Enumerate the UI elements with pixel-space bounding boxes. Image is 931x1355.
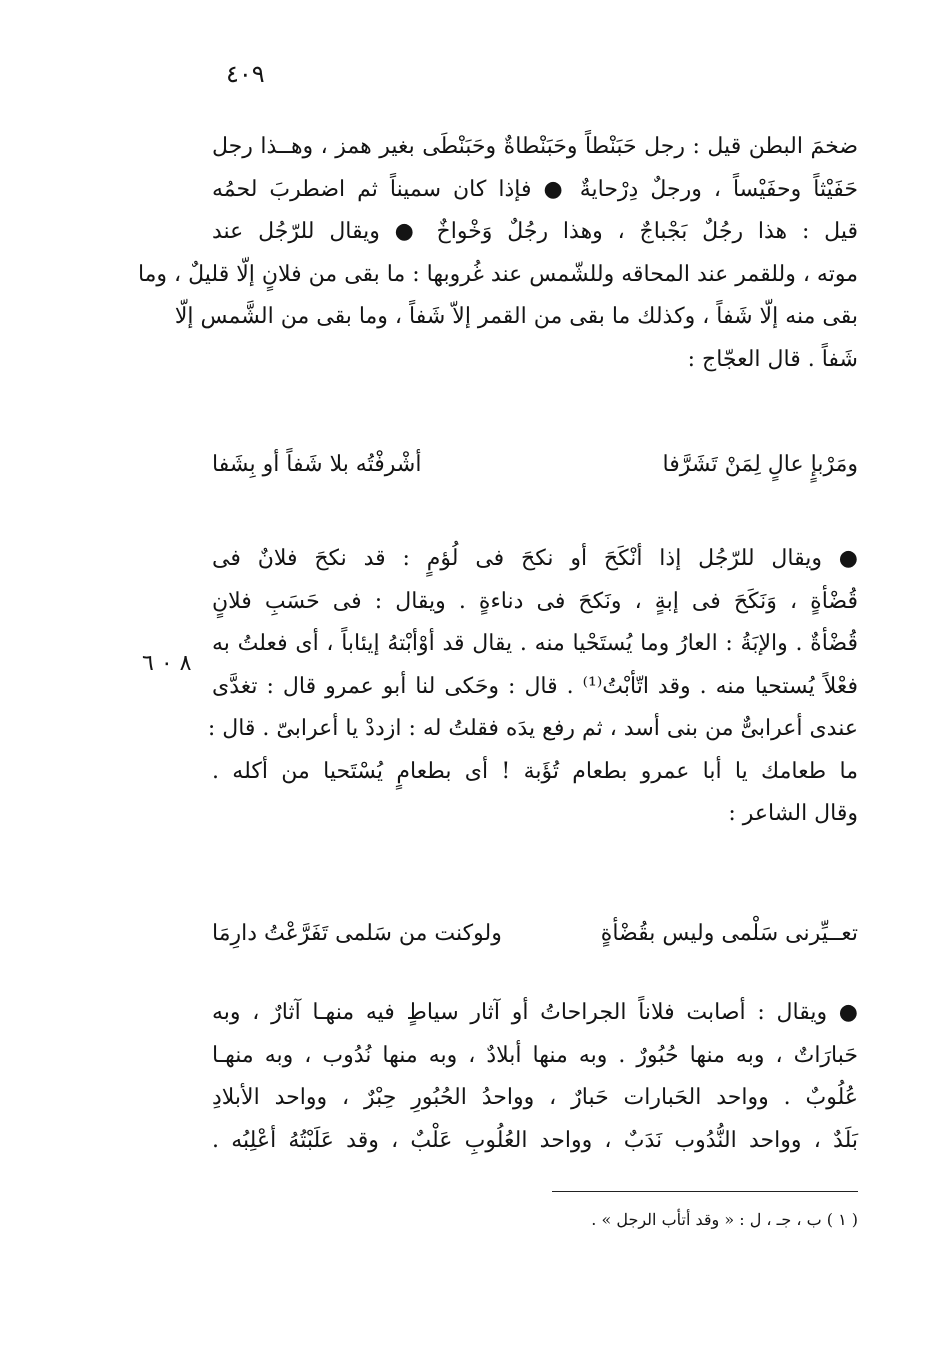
verse-first-hemistich: تعــيِّرنى سَلْمى وليس بقُضْأةٍ bbox=[600, 921, 858, 946]
text-line: حَبارَاتٌ ، وبه منها حُبُورٌ . وبه منها أبلادٌ ، وبه منها نُدُوب ، وبه منهـا bbox=[212, 1042, 858, 1068]
text-line: شَفاً . قال العجّاج : bbox=[687, 346, 858, 372]
text-line: قُضْأةٌ . والإبَةُ : العارُ وما يُستَحْيا منه . يقال قد أوْأبْتهُ إيئاباً ، أى فعلتُ به bbox=[212, 631, 858, 656]
verse-1 bbox=[212, 445, 858, 485]
text-line: قيل : هذا رجُلٌ بَجْباجٌ ، وهذا رجُلٌ وَخْواخٌ ● ويقال للرّجُل عند bbox=[212, 219, 858, 244]
text-line: بقى منه إلّا شَفاً ، وكذلك ما بقى من القمر إلاّ شَفاً ، وما بقى من الشَّمس إلّا bbox=[174, 304, 858, 329]
text-line: حَفَيْثاً وحفَيْساً ، ورجلٌ دِرْحايةٌ ● فإذا كان سميناً ثم اضطربَ لحمُه bbox=[212, 176, 858, 202]
margin-number: ٨ ٠ ٦ bbox=[142, 651, 192, 676]
text-line: ● ويقال : أصابت فلاناً الجراحاتُ أو آثار سياطٍ فيه منهـا آثارٌ ، وبه bbox=[212, 1000, 858, 1025]
verse-second-hemistich: أشْرفْتُه بلا شَفاً أو بِشَفا bbox=[212, 452, 422, 477]
paragraph-1 bbox=[137, 126, 858, 381]
text-line: وقال الشاعر : bbox=[728, 801, 858, 826]
text-line: فعْلاً يُستحيا منه . وقد اتّأبْتُ⁽¹⁾ . قال : وحَكى لنا أبو عمرو قال : تغدَّى bbox=[212, 673, 859, 699]
footnote: ( ١ ) ب ، جـ ، ل : « وقد أتأب الرجل » . bbox=[591, 1210, 858, 1229]
paragraph-2 bbox=[207, 538, 859, 836]
text-line: ما طعامك يا أبا عمرو بطعام تُؤَبة ! أى بطعامٍ يُسْتَحيا من أكله . bbox=[212, 758, 858, 784]
verse-second-hemistich: ولوكنت من سَلمى تَفَرَّعْتُ دارِمَا bbox=[212, 921, 502, 946]
text-line: ضخمَ البطن قيل : رجل حَبَنْطاً وحَبَنْطاةٌ وحَبَنْطَى بغير همز ، وهــذا رجل bbox=[212, 134, 858, 159]
verse-2 bbox=[212, 914, 858, 954]
text-line: عُلُوبٌ . وواحد الحَبارات حَبارٌ ، وواحدُ الحُبُورِ حِبْرٌ ، وواحد الأبلادِ bbox=[212, 1085, 858, 1110]
text-line: موته ، وللقمر عند المحاقه وللشّمس عند غُروبها : ما بقى من فلانٍ إلّا قليلٌ ، وما bbox=[137, 261, 858, 287]
verse-first-hemistich: ومَرْبإٍ عالٍ لِمَنْ تَشَرَّفا bbox=[662, 452, 858, 477]
footnote-divider bbox=[552, 1191, 858, 1192]
text-line: ● ويقال للرّجُل إذا أنْكَحَ أو نكحَ فى لُؤمٍ : قد نكحَ فلانٌ فى bbox=[212, 546, 858, 571]
page-number: ٤٠٩ bbox=[226, 60, 265, 88]
text-line: بَلَدٌ ، وواحد النُّدُوب نَدَبٌ ، وواحد العُلُوبِ عَلْبٌ ، وقد عَلَبْتُهُ أعْلِبُه . bbox=[212, 1127, 858, 1153]
text-line: عندى أعرابىٌّ من بنى أسد ، ثم رفع يدَه فقلتُ له : ازددْ يا أعرابىّ . قال : bbox=[207, 716, 858, 741]
paragraph-3 bbox=[212, 992, 858, 1162]
text-line: قُضْأةٍ ، وَنَكَحَ فى إبةٍ ، ونَكحَ فى دناءةٍ . ويقال : فى حَسَبِ فلانٍ bbox=[212, 588, 858, 614]
